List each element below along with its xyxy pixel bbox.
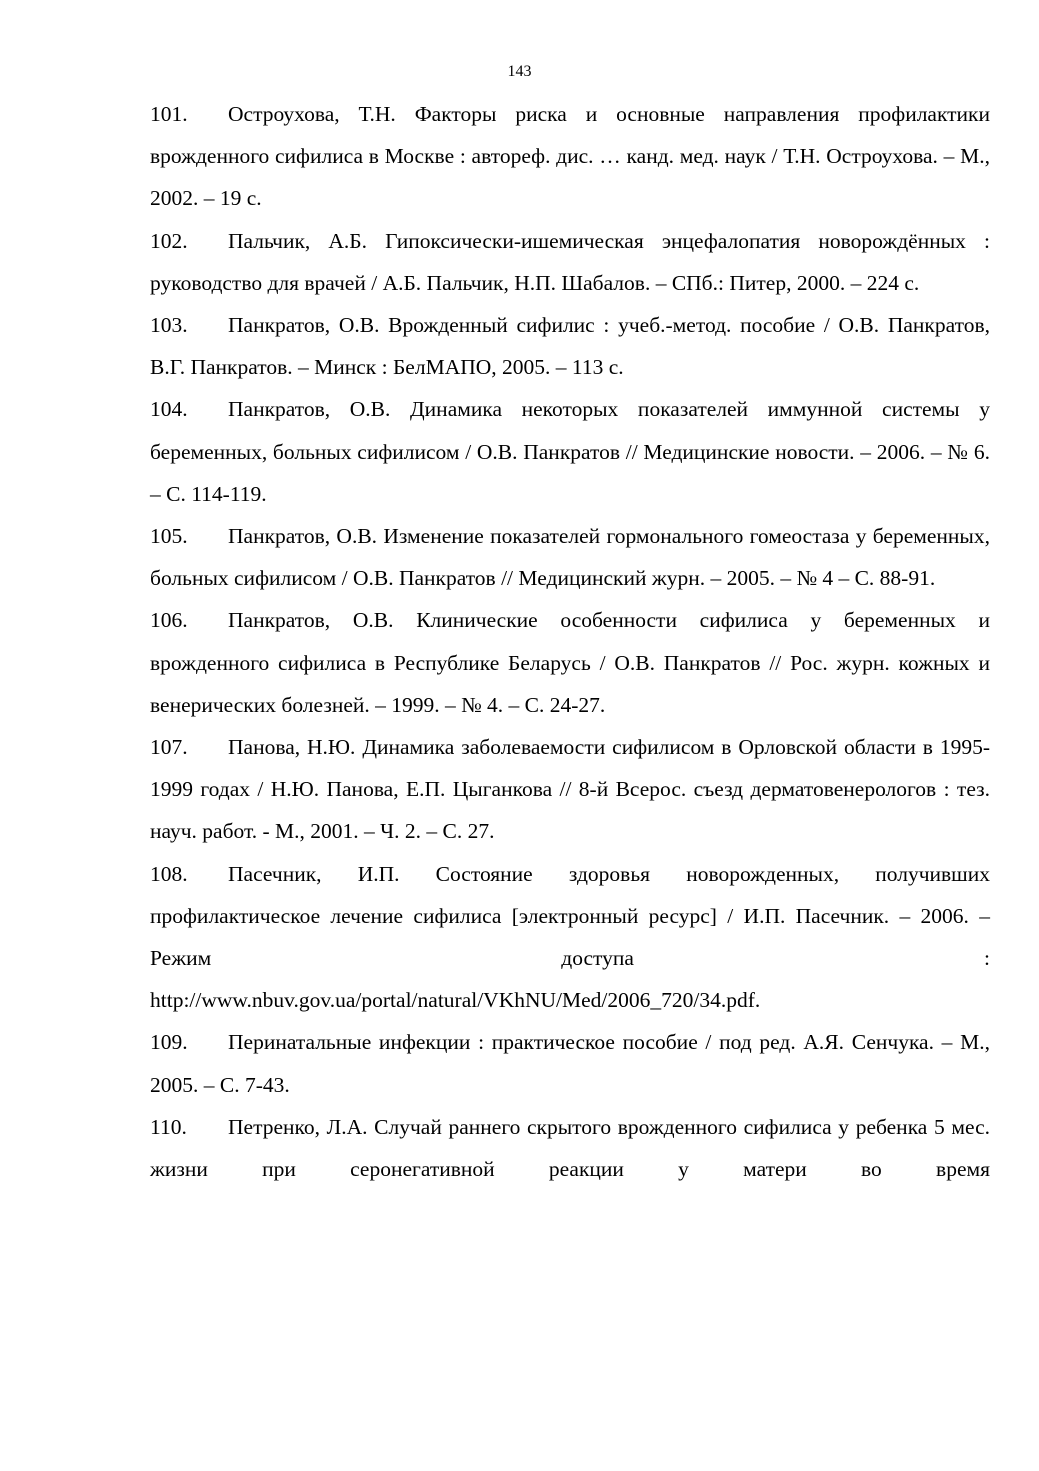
- reference-number: 104.: [150, 397, 188, 422]
- reference-item-101: [150, 93, 990, 220]
- reference-item-105: [150, 515, 990, 599]
- reference-item-108-url: [150, 979, 990, 1021]
- reference-text: Панкратов, О.В. Клинические особенности сифилиса у беременных и врожденного сифилиса в Республике Беларусь / О.В. Панкратов // Рос. журн. кожных и венерических болезней. – 1999. – № 4. – С. 24-27.: [150, 608, 990, 717]
- reference-number: 102.: [150, 228, 188, 253]
- reference-item-103: [150, 304, 990, 388]
- reference-number: 105.: [150, 524, 188, 549]
- reference-item-102: [150, 220, 990, 304]
- reference-item-104: [150, 388, 990, 515]
- reference-text: Панкратов, О.В. Изменение показателей гормонального гомеостаза у беременных, больных сифилисом / О.В. Панкратов // Медицинский журн. – 2005. – № 4 – С. 88-91.: [150, 524, 990, 591]
- reference-number: 107.: [150, 735, 188, 760]
- reference-item-109: [150, 1021, 990, 1105]
- reference-text: Остроухова, Т.Н. Факторы риска и основные направления профилактики врожденного сифилиса в Москве : автореф. дис. … канд. мед. наук / Т.Н. Остроухова. – М., 2002. – 19 с.: [150, 102, 990, 211]
- reference-text: Перинатальные инфекции : практическое пособие / под ред. А.Я. Сенчука. – М., 2005. – С. 7-43.: [150, 1030, 990, 1097]
- reference-number: 103.: [150, 313, 188, 338]
- reference-text: Панкратов, О.В. Динамика некоторых показателей иммунной системы у беременных, больных сифилисом / О.В. Панкратов // Медицинские новости. – 2006. – № 6. – С. 114-119.: [150, 397, 990, 506]
- reference-list: [150, 93, 990, 1190]
- reference-number: 106.: [150, 608, 188, 633]
- reference-number: 110.: [150, 1114, 187, 1139]
- reference-text: Панова, Н.Ю. Динамика заболеваемости сифилисом в Орловской области в 1995-1999 годах / Н.Ю. Панова, Е.П. Цыганкова // 8-й Всерос. съезд дерматовенерологов : тез. науч. работ. - М., 2001. – Ч. 2. – С. 27.: [150, 735, 990, 844]
- reference-number: 101.: [150, 102, 188, 126]
- reference-text: Пасечник, И.П. Состояние здоровья новорожденных, получивших профилактическое лечение сифилиса [электронный ресурс] / И.П. Пасечник. – 2006. – Режим доступа :: [150, 861, 990, 971]
- reference-text: Пальчик, А.Б. Гипоксически-ишемическая энцефалопатия новорождённых : руководство для врачей / А.Б. Пальчик, Н.П. Шабалов. – СПб.: Питер, 2000. – 224 с.: [150, 228, 990, 295]
- page-number: 143: [507, 63, 532, 80]
- reference-url-link[interactable]: http://www.nbuv.gov.ua/portal/natural/VKhNU/Med/2006_720/34.pdf.: [150, 988, 761, 1013]
- reference-number: 108.: [150, 861, 188, 886]
- reference-item-110: [150, 1106, 990, 1190]
- reference-text: Петренко, Л.А. Случай раннего скрытого врожденного сифилиса у ребенка 5 мес. жизни при серонегативной реакции у матери во время: [150, 1114, 990, 1182]
- reference-item-108: [150, 853, 990, 980]
- reference-item-106: [150, 599, 990, 726]
- reference-text: Панкратов, О.В. Врожденный сифилис : учеб.-метод. пособие / О.В. Панкратов, В.Г. Панкратов. – Минск : БелМАПО, 2005. – 113 с.: [150, 313, 990, 380]
- reference-item-107: [150, 726, 990, 853]
- reference-number: 109.: [150, 1030, 188, 1055]
